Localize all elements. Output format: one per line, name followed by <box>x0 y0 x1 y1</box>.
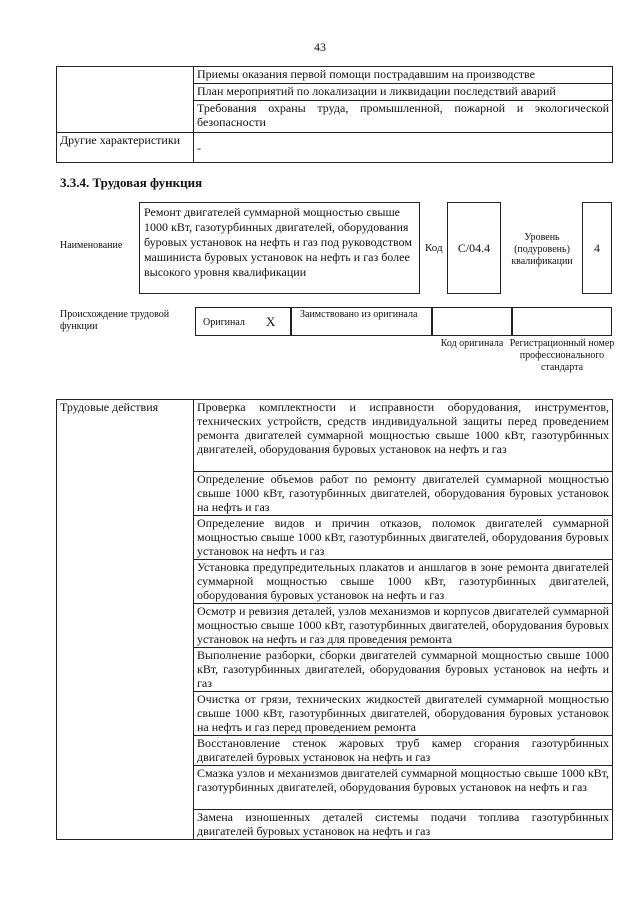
table-row <box>57 400 613 472</box>
labor-action-item: Смазка узлов и механизмов двигателей суммарной мощностью свыше 1000 кВт, газотурбинных двигателей, оборудования буровых установок на нефть и газ <box>194 766 613 810</box>
table-cell: Приемы оказания первой помощи пострадавшим на производстве <box>194 67 613 84</box>
table-cell-empty <box>57 67 194 133</box>
top-characteristics-table <box>56 66 613 163</box>
level-label: Уровень (подуровень) квалификации <box>511 232 573 267</box>
labor-action-item: Определение объемов работ по ремонту двигателей суммарной мощностью свыше 1000 кВт, газотурбинных двигателей, оборудования буровых установок на нефть и газ <box>194 472 613 516</box>
labor-action-item: Восстановление стенок жаровых труб камер сгорания газотурбинных двигателей буровых установок на нефть и газ <box>194 736 613 766</box>
labor-action-item: Установка предупредительных плакатов и аншлагов в зоне ремонта двигателей суммарной мощностью свыше 1000 кВт, газотурбинных двигателей, оборудования буровых установок на нефть и газ <box>194 560 613 604</box>
labor-actions-table <box>56 399 613 840</box>
code-label: Код <box>425 242 443 254</box>
original-code-caption: Код оригинала <box>440 338 504 349</box>
labor-action-item: Замена изношенных деталей системы подачи топлива газотурбинных двигателей буровых установок на нефть и газ <box>194 810 613 840</box>
level-value-box: 4 <box>582 202 612 294</box>
name-label: Наименование <box>60 240 123 251</box>
labor-action-item: Проверка комплектности и исправности оборудования, инструментов, технических устройств, средств индивидуальной защиты перед проведением ремонта двигателей суммарной мощностью свыше 1000 кВт, газотурбинных двигателей, оборудования буровых установок на нефть и газ <box>194 400 613 472</box>
registration-number-box <box>512 307 612 336</box>
table-cell: План мероприятий по локализации и ликвидации последствий аварий <box>194 84 613 101</box>
function-name-box: Ремонт двигателей суммарной мощностью свыше 1000 кВт, газотурбинных двигателей, оборудования буровых установок на нефть и газ под руководством машиниста буровых установок на нефть и газ более высокого уровня квалификации <box>139 202 420 294</box>
original-box <box>195 307 291 336</box>
other-characteristics-label: Другие характеристики <box>57 133 194 163</box>
table-cell: Требования охраны труда, промышленной, пожарной и экологической безопасности <box>194 101 613 133</box>
other-characteristics-value: - <box>194 133 613 163</box>
page-number: 43 <box>314 40 326 54</box>
labor-action-item: Осмотр и ревизия деталей, узлов механизмов и корпусов двигателей суммарной мощностью свыше 1000 кВт, газотурбинных двигателей, оборудования буровых установок на нефть и газ для проведения ремонта <box>194 604 613 648</box>
labor-action-item: Определение видов и причин отказов, поломок двигателей суммарной мощностью свыше 1000 кВт, газотурбинных двигателей, оборудования буровых установок на нефть и газ <box>194 516 613 560</box>
original-code-box <box>432 307 512 336</box>
origin-label: Происхождение трудовой функции <box>60 309 170 332</box>
borrowed-box: Заимствовано из оригинала <box>291 307 432 336</box>
labor-actions-label: Трудовые действия <box>57 400 194 840</box>
table-row <box>57 67 613 84</box>
labor-action-item: Очистка от грязи, технических жидкостей двигателей суммарной мощностью свыше 1000 кВт, газотурбинных двигателей, оборудования буровых установок на нефть и газ перед проведением ремонта <box>194 692 613 736</box>
function-code-box: С/04.4 <box>447 202 501 294</box>
registration-number-caption: Регистрационный номер профессионального стандарта <box>509 338 615 373</box>
original-label: Оригинал <box>203 317 245 328</box>
section-title: 3.3.4. Трудовая функция <box>60 175 203 190</box>
table-row <box>57 133 613 163</box>
labor-action-item: Выполнение разборки, сборки двигателей суммарной мощностью свыше 1000 кВт, газотурбинных двигателей, оборудования буровых установок на нефть и газ <box>194 648 613 692</box>
original-mark: X <box>266 314 276 329</box>
